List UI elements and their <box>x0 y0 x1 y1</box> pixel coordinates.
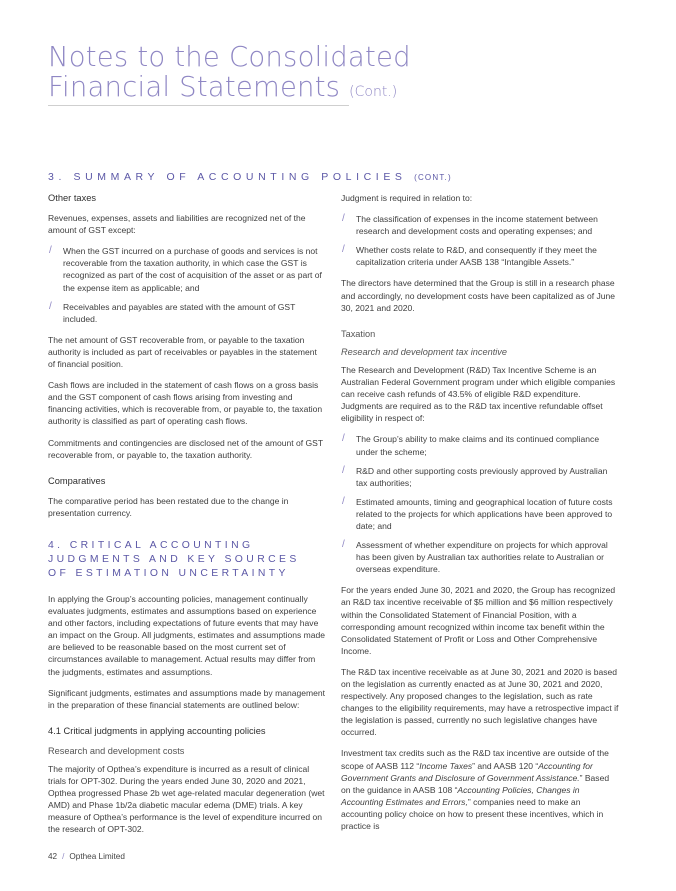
comparatives-text: The comparative period has been restated due to the change in presentation currency. <box>48 495 289 518</box>
page-title-line2: Financial Statements <box>48 71 341 103</box>
slash-bullet-icon: / <box>342 464 345 476</box>
list-item: / When the GST incurred on a purchase of goods and services is not recoverable from the taxation authority, in which case the GST is recognized as part of the cost of acquisition of the asset or as part of the expense item as applicable; and <box>49 245 322 293</box>
judgment-intro: Judgment is required in relation to: <box>341 193 473 203</box>
slash-bullet-icon: / <box>342 213 345 225</box>
years-paragraph: For the years ended June 30, 2021 and 2020, the Group has recognized an R&D tax incentive receivable of $5 million and $6 million respectively within the Consolidated Statement of Financial Position, with a corresponding amount recognized within income tax benefit within the Consolidated Statement of Profit or Loss and Other Comprehensive Income. <box>341 585 616 656</box>
receivable-paragraph: The R&D tax incentive receivable as at June 30, 2021 and 2020 is based on the legislation as currently enacted as at June 30, 2021 and 2020, respectively. Any proposed changes to the legislation, such as rate changes to the eligibility requirements, may have a retrospective impact if the legislation is passed, currently no such legislative changes have occurred. <box>341 666 619 738</box>
page-title-suffix: (Cont.) <box>349 84 398 100</box>
slash-bullet-icon: / <box>342 244 345 256</box>
other-taxes-heading: Other taxes <box>48 193 97 203</box>
list-item: / R&D and other supporting costs previously approved by Australian tax authorities; <box>342 464 608 488</box>
left-column <box>48 192 326 845</box>
title-divider <box>48 105 349 106</box>
list-item: / The classification of expenses in the income statement between research and development costs and operating expenses; and <box>342 213 598 237</box>
page-title-line1: Notes to the Consolidated <box>48 41 411 73</box>
section-4-paragraph: In applying the Group’s accounting policies, management continually evaluates judgments, estimates and assumptions based on experience and other factors, including expectations of future events that may have an impact on the Group. All judgments, estimates and assumptions made are believed to be reasonable based on the most current set of circumstances available to management. Actual results may differ from the judgments, estimates and assumptions. <box>48 593 325 677</box>
slash-bullet-icon: / <box>342 539 345 551</box>
rd-incentive-text: The Research and Development (R&D) Tax Incentive Scheme is an Australian Federal Government program under which eligible companies can receive cash refunds of 43.5% of eligible R&D expenditure. Judgments are required as to the R&D tax incentive refundable offset eligibility in respect of: <box>341 364 616 424</box>
footer-separator: / <box>62 852 65 861</box>
page-footer <box>48 852 125 861</box>
page-title <box>48 42 411 107</box>
slash-bullet-icon: / <box>342 495 345 507</box>
rd-incentive-heading: Research and development tax incentive <box>341 346 507 357</box>
list-item: / The Group’s ability to make claims and its continued compliance under the scheme; <box>342 433 600 457</box>
other-taxes-list <box>48 245 326 325</box>
section-4-paragraph: Significant judgments, estimates and assumptions made by management in the preparation of these financial statements are outlined below: <box>48 687 325 710</box>
list-item: / Estimated amounts, timing and geographical location of future costs related to the projects for which applications have been approved to date; and <box>342 495 613 531</box>
other-taxes-paragraph: Commitments and contingencies are disclosed net of the amount of GST recoverable from, or payable to, the taxation authority. <box>48 437 323 460</box>
other-taxes-paragraph: Cash flows are included in the statement of cash flows on a gross basis and the GST component of cash flows arising from investing and financing activities, which is recoverable from, or payable to, the taxation authority is classified as part of operating cash flows. <box>48 380 323 427</box>
rd-incentive-list <box>341 433 620 575</box>
taxation-heading: Taxation <box>341 328 376 339</box>
list-item: / Assessment of whether expenditure on projects for which approval has been given by Australian tax authorities relate to Australian or overseas expenditure. <box>342 539 608 575</box>
slash-bullet-icon: / <box>342 433 345 445</box>
rd-costs-heading: Research and development costs <box>48 745 185 756</box>
slash-bullet-icon: / <box>49 245 52 257</box>
subsection-4-1-heading: 4.1 Critical judgments in applying accounting policies <box>48 725 266 736</box>
list-item: / Whether costs relate to R&D, and consequently if they meet the capitalization criteria under AASB 138 “Intangible Assets.” <box>342 244 597 268</box>
section-3-title: 3. SUMMARY OF ACCOUNTING POLICIES <box>48 171 407 183</box>
directors-paragraph: The directors have determined that the Group is still in a research phase and accordingly, no development costs have been capitalized as of June 30, 2021 and 2020. <box>341 278 615 313</box>
page-number: 42 <box>48 852 58 861</box>
section-3-suffix: (CONT.) <box>414 173 452 182</box>
slash-bullet-icon: / <box>49 300 52 312</box>
section-3-heading <box>48 171 452 183</box>
list-item: / Receivables and payables are stated with the amount of GST included. <box>49 300 296 324</box>
right-column <box>341 192 620 841</box>
investment-paragraph: Investment tax credits such as the R&D tax incentive are outside of the scope of AASB 112 “Income Taxes” and AASB 120 “Accounting for Government Grants and Disclosure of Government Assistance.” Based on the guidance in AASB 108 “Accounting Policies, Changes in Accounting Estimates and Errors,” companies need to make an accounting policy choice on how to present these incentives, which in practice is <box>341 748 610 832</box>
other-taxes-paragraph: The net amount of GST recoverable from, or payable to the taxation authority is included as part of receivables or payables in the statement of financial position. <box>48 334 317 370</box>
other-taxes-intro: Revenues, expenses, assets and liabilities are recognized net of the amount of GST except: <box>48 213 306 236</box>
company-name: Opthea Limited <box>69 852 125 861</box>
comparatives-heading: Comparatives <box>48 475 106 486</box>
section-4-heading: 4. CRITICAL ACCOUNTING JUDGMENTS AND KEY SOURCES OF ESTIMATION UNCERTAINTY <box>48 539 300 579</box>
rd-costs-text: The majority of Opthea’s expenditure is incurred as a result of clinical trials for OPT-302. During the years ended June 30, 2020 and 2021, Opthea progressed Phase 2b wet age-related macular degeneration (wet AMD) and Phase 1b/2a diabetic macular edema (DME) trials. A key measure of Opthea’s performance is the level of expenditure incurred on the research of OPT-302. <box>48 764 325 835</box>
judgment-list <box>341 213 620 268</box>
